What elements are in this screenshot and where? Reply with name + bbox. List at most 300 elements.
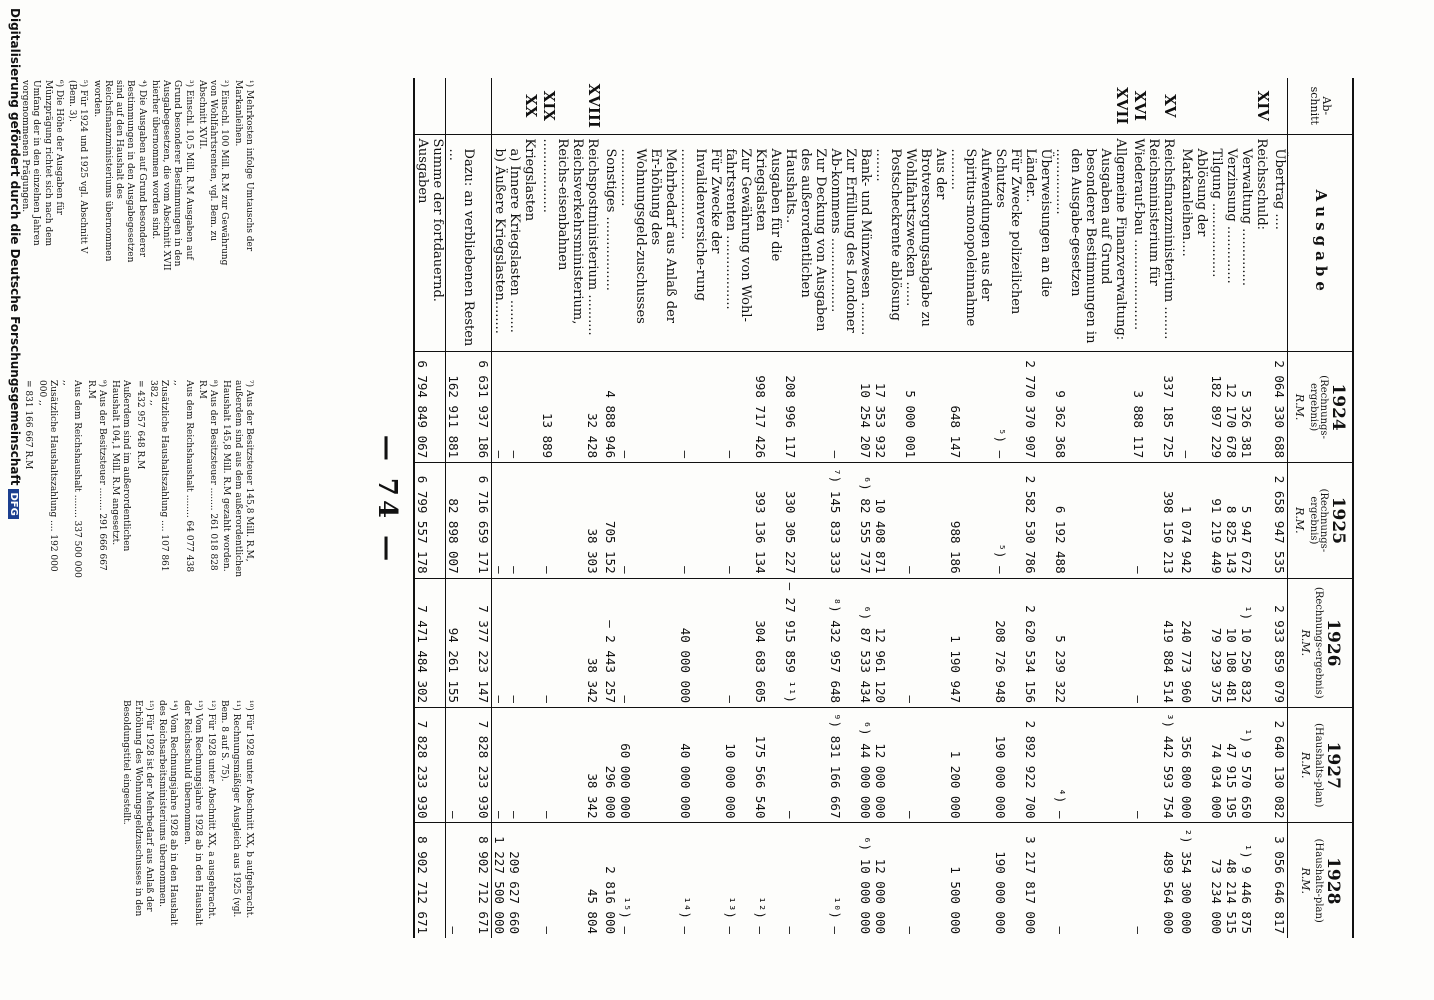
row-label: Bank- und Münzwesen ........ bbox=[858, 134, 873, 352]
row-value: ¹⁵) — bbox=[618, 896, 633, 934]
row-value: — 27 915 859 ¹¹) bbox=[783, 578, 828, 707]
row-value: 5 000 001 bbox=[903, 352, 948, 463]
row-value: 10 000 000 bbox=[723, 708, 753, 823]
row-value: — bbox=[540, 926, 555, 934]
row-value: 356 800 000 bbox=[1179, 708, 1209, 823]
year-unit: R.M. bbox=[1293, 393, 1307, 421]
row-value: — bbox=[618, 578, 678, 707]
footnote: ¹⁰) Für 1928 unter Abschnitt XX, b aufgebracht. bbox=[244, 700, 254, 919]
table-row bbox=[1239, 78, 1254, 938]
row-value: 208 726 948 bbox=[993, 578, 1023, 707]
row-abschnitt: XIV bbox=[1254, 78, 1272, 134]
footnote: = 831 166 667 R.M bbox=[23, 380, 34, 470]
table-row bbox=[903, 78, 948, 938]
footnote: ¹³) Vom Rechnungsjahre 1928 ab in den Haushalt der Reichsschuld übernommen. bbox=[181, 700, 203, 926]
table-row bbox=[492, 78, 508, 938]
row-value: 5 326 381 bbox=[1239, 352, 1254, 463]
row-label: b) Äußere Kriegslasten........ bbox=[492, 134, 508, 352]
row-value bbox=[522, 708, 540, 823]
row-value: 45 804 bbox=[585, 888, 600, 934]
row-value: — bbox=[1131, 578, 1161, 707]
dazu-row bbox=[446, 78, 477, 938]
row-value: ¹) 9 446 875 bbox=[1239, 843, 1254, 934]
credit-text: Digitalisierung gefördert durch die Deutsche Forschungsgemeinschaft bbox=[8, 8, 22, 486]
row-value: — bbox=[540, 463, 585, 578]
row-value: 2 816 000 bbox=[603, 866, 618, 934]
row-abschnitt: XVII bbox=[1113, 78, 1131, 134]
year-unit: R.M. bbox=[1293, 507, 1307, 534]
total-ab bbox=[414, 78, 446, 134]
row-value: — bbox=[618, 352, 678, 463]
row-label: Übertrag .... bbox=[1272, 134, 1288, 352]
row-value: ⁷) 145 833 333 bbox=[828, 463, 858, 578]
row-value: 38 303 bbox=[585, 463, 603, 578]
row-value: 17 353 932 bbox=[873, 352, 903, 463]
row-value: ⁶) 44 000 000 bbox=[858, 708, 873, 823]
row-value: 3 217 817 000 bbox=[1023, 836, 1038, 934]
total-1925: 6 799 557 178 bbox=[414, 463, 446, 578]
row-abschnitt bbox=[1239, 78, 1254, 134]
row-value: ¹) 10 250 832 bbox=[1239, 578, 1254, 707]
row-value: — bbox=[507, 463, 522, 578]
row-abschnitt bbox=[753, 78, 783, 134]
row-value: 208 996 117 bbox=[783, 352, 828, 463]
header-year-1925 bbox=[1288, 463, 1354, 578]
dazu-1926: 94 261 155 bbox=[446, 578, 477, 707]
row-value: ¹) 9 570 650 bbox=[1239, 708, 1254, 823]
year-sub: (Rechnungs-ergebnis) bbox=[1307, 488, 1330, 553]
footnote: ²) Einschl. 100 Mill. R.M zur Gewährung von Wohlfahrtsrenten, vgl. Bem. zu Abschnitt XVII. bbox=[197, 80, 230, 266]
row-value bbox=[522, 578, 540, 707]
row-abschnitt bbox=[492, 78, 508, 134]
footnote: Aus dem Reichshaushalt ........ 64 077 438 ,, bbox=[172, 380, 194, 573]
total-1926: 7 471 484 302 bbox=[414, 578, 446, 707]
year-sub: (Rechnungs-ergebnis) bbox=[1307, 375, 1330, 439]
footnotes-middle bbox=[20, 380, 254, 580]
row-value: 304 683 605 bbox=[753, 578, 783, 707]
row-value: 2 640 130 082 bbox=[1272, 708, 1288, 823]
table-row bbox=[1272, 78, 1288, 938]
total-1927: 7 828 233 930 bbox=[414, 708, 446, 823]
row-label: Reichsschuld: bbox=[1254, 134, 1272, 352]
row-value: — bbox=[492, 708, 508, 823]
row-value bbox=[1113, 708, 1131, 823]
footnote: Zusätzliche Haushaltszahlung .... 192 000 000 ,, bbox=[36, 380, 58, 572]
footnote: ⁶) Die Höhe der Ausgaben für Münzprägung richtet sich nach dem Umfang der in den einzelnen Jahren vorgenommenen Prägungen. bbox=[20, 80, 64, 247]
row-abschnitt: XX bbox=[522, 78, 540, 134]
row-value: 182 897 229 bbox=[1209, 352, 1224, 463]
row-value: — bbox=[828, 352, 858, 463]
row-abschnitt bbox=[1272, 78, 1288, 134]
row-value bbox=[522, 352, 540, 463]
row-value: 1 227 500 000 bbox=[492, 836, 507, 934]
row-abschnitt bbox=[858, 78, 873, 134]
row-value: ⁴) — bbox=[1053, 708, 1113, 823]
total-label: Summe der fortdauernd. Ausgaben bbox=[414, 134, 446, 352]
dfg-logo: DFG bbox=[8, 489, 19, 518]
row-label: Reichspostministerium .......... bbox=[585, 134, 603, 352]
subtotal-1926: 7 377 223 147 bbox=[476, 578, 492, 707]
row-abschnitt bbox=[618, 78, 678, 134]
row-value: 240 773 960 bbox=[1179, 578, 1209, 707]
row-value: — bbox=[783, 708, 828, 823]
row-value: — bbox=[507, 708, 522, 823]
row-value: 4 888 946 bbox=[603, 352, 618, 463]
table-row bbox=[1131, 78, 1161, 938]
row-value: — bbox=[507, 578, 522, 707]
footnote: ⁹) Aus der Besitzsteuer ........ 291 666 667 R.M bbox=[85, 380, 107, 571]
year-unit: R.M. bbox=[1298, 629, 1312, 657]
row-value: — bbox=[903, 926, 918, 934]
header-abschnitt: Ab-schnitt bbox=[1288, 78, 1354, 134]
row-value: 5 239 322 bbox=[1053, 578, 1113, 707]
year-sub: (Haushalts-plan) bbox=[1313, 723, 1325, 808]
footnote: ¹²) Für 1928 unter Abschnitt XX, a ausgebracht. bbox=[206, 700, 217, 920]
footnote: ¹⁵) Für 1928 ist der Mehrbedarf aus Anlaß der Erhöhung des Wohnungsgeldzuschusses in den Besoldungstitel eingestellt. bbox=[121, 700, 154, 917]
footnote: ¹) Mehrkosten infolge Umtauschs der Markanleihen. bbox=[232, 80, 254, 252]
footnote: Aus dem Reichshaushalt ........ 337 500 000 ,, bbox=[61, 380, 83, 578]
row-value: ¹⁰) — bbox=[828, 896, 843, 934]
row-value: — bbox=[903, 463, 948, 578]
row-value: 60 000 000 bbox=[618, 708, 678, 823]
row-value: — bbox=[723, 352, 753, 463]
digitization-credit bbox=[8, 8, 22, 519]
dazu-label: Dazu: an verbliebenen Resten ... bbox=[446, 134, 477, 352]
row-label: Für Zwecke der Invalidenversiche-rung ...................... bbox=[678, 134, 723, 352]
table-row bbox=[603, 78, 618, 938]
row-abschnitt bbox=[948, 78, 993, 134]
row-value: ⁵) — bbox=[993, 463, 1023, 578]
row-value: 2 582 530 786 bbox=[1023, 463, 1053, 578]
row-value: 648 147 bbox=[948, 352, 993, 463]
row-abschnitt: XVIII bbox=[585, 78, 603, 134]
table-row bbox=[1113, 78, 1131, 938]
row-abschnitt bbox=[603, 78, 618, 134]
row-value: — bbox=[678, 352, 723, 463]
table-row bbox=[1224, 78, 1239, 938]
row-label: Reichsfinanzministerium ........ bbox=[1161, 134, 1179, 352]
row-label: Aufwendungen aus der Spiritus-monopoleinnahme .......... bbox=[948, 134, 993, 352]
header-year-1927 bbox=[1288, 708, 1354, 823]
table-row bbox=[540, 78, 585, 938]
row-abschnitt bbox=[1179, 78, 1209, 134]
row-value: 1 500 000 bbox=[948, 866, 963, 934]
row-value: 1 200 000 bbox=[948, 708, 993, 823]
table-row bbox=[522, 78, 540, 938]
dazu-1924: 162 911 881 bbox=[446, 352, 477, 463]
footnote: ⁵) Für 1924 und 1925 vgl. Abschnitt V (Bem. 3). bbox=[67, 80, 89, 254]
subtotal-1927: 7 828 233 930 bbox=[476, 708, 492, 823]
row-value: 48 214 515 bbox=[1224, 858, 1239, 934]
table-row bbox=[783, 78, 828, 938]
row-value: ⁵) — bbox=[993, 352, 1023, 463]
table-row bbox=[948, 78, 993, 938]
table-row bbox=[1179, 78, 1209, 938]
row-value: 10 108 481 bbox=[1224, 578, 1239, 707]
row-value: 296 000 bbox=[603, 708, 618, 823]
row-value: 47 915 195 bbox=[1224, 708, 1239, 823]
row-value: 12 000 000 bbox=[873, 858, 888, 934]
row-value: 398 150 213 bbox=[1161, 463, 1179, 578]
row-value: 2 892 922 700 bbox=[1023, 708, 1053, 823]
row-abschnitt: XV bbox=[1161, 78, 1179, 134]
row-value: 9 362 368 bbox=[1053, 352, 1113, 463]
row-value: 998 717 426 bbox=[753, 352, 783, 463]
row-abschnitt bbox=[993, 78, 1023, 134]
dazu-ab bbox=[446, 78, 477, 134]
footnote: Zusätzliche Haushaltszahlung .... 107 861 382 ,, bbox=[148, 380, 170, 572]
table-row bbox=[618, 78, 678, 938]
row-value: ¹³) — bbox=[723, 896, 738, 934]
row-value: 1 190 947 bbox=[948, 578, 993, 707]
footnote: ¹¹) Rechnungsmäßiger Ausgleich aus 1925 (vgl. Bem. 8 auf S. 75). bbox=[219, 700, 241, 918]
year-unit: R.M. bbox=[1298, 751, 1312, 779]
row-value: ¹⁴) — bbox=[678, 896, 693, 934]
row-value bbox=[1113, 463, 1131, 578]
year-label: 1927 bbox=[1322, 741, 1343, 789]
row-value: 3 888 117 bbox=[1131, 352, 1161, 463]
row-value bbox=[522, 823, 540, 938]
table-row bbox=[585, 78, 603, 938]
row-value: — bbox=[507, 352, 522, 463]
row-abschnitt: XVI bbox=[1131, 78, 1161, 134]
row-value: ¹²) — bbox=[753, 896, 768, 934]
row-value: 2 933 859 079 bbox=[1272, 578, 1288, 707]
footnote: ¹⁴) Vom Rechnungsjahre 1928 ab in den Haushalt des Reichsarbeitsministeriums übernommen. bbox=[157, 700, 179, 926]
row-value: 209 627 660 bbox=[507, 851, 522, 934]
row-value: 988 186 bbox=[948, 463, 993, 578]
row-abschnitt bbox=[1224, 78, 1239, 134]
footnote: ³) Einschl. 10,5 Mill. R.M Ausgaben auf Grund besonderer Bestimmungen in den Ausgabegesetzen, die vom Abschnitt XVII hierher übernommen worden sind. bbox=[150, 80, 194, 271]
row-value: 79 239 375 bbox=[1209, 578, 1224, 707]
row-value: ⁶) 82 555 737 bbox=[858, 463, 873, 578]
footnote: ⁴) Die Ausgaben auf Grund besonderer Bestimmungen in den Ausgabegesetzen sind auf den Haushalt des Reichsfinanzministeriums übernommen worden. bbox=[91, 80, 147, 263]
table-header-row bbox=[1288, 78, 1354, 938]
row-label: Ausgaben auf Grund besonderer Bestimmungen in den Ausgabe-gesetzen ................ bbox=[1053, 134, 1113, 352]
row-value bbox=[1254, 578, 1272, 707]
dazu-1928: — bbox=[446, 926, 461, 934]
row-abschnitt bbox=[783, 78, 828, 134]
row-value: — bbox=[1131, 463, 1161, 578]
subtotal-1928: 8 902 712 671 bbox=[476, 823, 492, 938]
row-value: 8 825 143 bbox=[1224, 463, 1239, 578]
table-body bbox=[414, 78, 1288, 938]
total-1924: 6 794 849 067 bbox=[414, 352, 446, 463]
dazu-1925: 82 898 007 bbox=[446, 463, 477, 578]
row-label: Sonstiges .................. bbox=[603, 134, 618, 352]
footnotes-left bbox=[17, 80, 254, 280]
header-year-1924 bbox=[1288, 352, 1354, 463]
row-label: Überweisungen an die Länder.. bbox=[1023, 134, 1053, 352]
year-sub: (Haushalts-plan) bbox=[1313, 838, 1325, 923]
row-value: ⁸) 432 957 648 bbox=[828, 578, 858, 707]
row-label: Reichsverkehrsministerium, Reichs-eisenbahnen .................. bbox=[540, 134, 585, 352]
row-value: — bbox=[540, 708, 585, 823]
year-label: 1928 bbox=[1322, 857, 1343, 905]
row-value: 10 254 207 bbox=[858, 352, 873, 463]
row-value: — bbox=[492, 463, 508, 578]
row-value: — bbox=[783, 926, 798, 934]
row-label: Tilgung .................. bbox=[1209, 134, 1224, 352]
row-value: ⁶) 87 533 434 bbox=[858, 578, 873, 707]
row-value: 10 408 871 bbox=[873, 463, 903, 578]
subtotal-1924: 6 631 937 186 bbox=[476, 352, 492, 463]
row-label: Für Zwecke polizeilichen Schutzes bbox=[993, 134, 1023, 352]
footnote: ⁸) Aus der Besitzsteuer ........ 261 018 828 R.M bbox=[197, 380, 219, 571]
table-row bbox=[1254, 78, 1272, 938]
row-value bbox=[1113, 823, 1131, 938]
row-value bbox=[1113, 352, 1131, 463]
row-value: 91 219 449 bbox=[1209, 463, 1224, 578]
row-abschnitt bbox=[828, 78, 858, 134]
row-abschnitt: XIX bbox=[540, 78, 585, 134]
year-unit: R.M. bbox=[1298, 867, 1312, 895]
row-label: Mehrbedarf aus Anlaß der Er-höhung des Wohnungsgeld-zuschusses .............. bbox=[618, 134, 678, 352]
table-row bbox=[1053, 78, 1113, 938]
row-label: Verwaltung .............. bbox=[1239, 134, 1254, 352]
row-value: — bbox=[678, 463, 723, 578]
row-value: 2 658 947 535 bbox=[1272, 463, 1288, 578]
row-value: 2 770 370 907 bbox=[1023, 352, 1053, 463]
row-value: — bbox=[492, 352, 508, 463]
row-label: Ablösung der Markanleihen.... bbox=[1179, 134, 1209, 352]
table-row bbox=[723, 78, 753, 938]
row-value: 73 234 000 bbox=[1209, 858, 1224, 934]
row-value: 190 000 000 bbox=[993, 851, 1008, 934]
row-value: ²) 354 300 000 bbox=[1179, 828, 1194, 934]
row-abschnitt bbox=[1053, 78, 1113, 134]
footnote: Außerdem sind im außerordentlichen Haushalt 104,1 Mill. R.M angesetzt. bbox=[110, 380, 132, 552]
row-value: 190 000 000 bbox=[993, 708, 1023, 823]
row-value: — bbox=[1131, 708, 1161, 823]
row-label: Aus der Brotversorgungsabgabe zu Wohlfahrtszwecken ...... bbox=[903, 134, 948, 352]
row-label: Kriegslasten bbox=[522, 134, 540, 352]
table-row bbox=[873, 78, 903, 938]
row-value: 40 000 000 bbox=[678, 578, 723, 707]
row-abschnitt bbox=[678, 78, 723, 134]
table-row bbox=[1161, 78, 1179, 938]
row-value bbox=[1113, 578, 1131, 707]
table-row bbox=[753, 78, 783, 938]
row-value: 40 000 000 bbox=[678, 708, 723, 823]
row-label: Zur Gewährung von Wohl-fahrtsrenten .................. bbox=[723, 134, 753, 352]
row-value: — bbox=[618, 463, 678, 578]
row-value: 38 342 bbox=[585, 578, 603, 707]
row-value: 330 305 227 bbox=[783, 463, 828, 578]
footnote: = 432 957 648 R.M bbox=[134, 380, 145, 470]
row-value bbox=[1254, 708, 1272, 823]
year-label: 1926 bbox=[1322, 619, 1343, 667]
table-row bbox=[507, 78, 522, 938]
subtotal-1925: 6 716 659 171 bbox=[476, 463, 492, 578]
table-row bbox=[678, 78, 723, 938]
row-value: 175 566 540 bbox=[753, 708, 783, 823]
row-label: Ausgaben für die Kriegslasten bbox=[753, 134, 783, 352]
row-value: 2 620 534 156 bbox=[1023, 578, 1053, 707]
year-label: 1924 bbox=[1328, 383, 1349, 431]
row-value: 74 034 000 bbox=[1209, 708, 1224, 823]
dazu-1927: — bbox=[446, 708, 477, 823]
table-row bbox=[1023, 78, 1053, 938]
row-label: Reichsministerium für Wiederauf-bau ...................... bbox=[1131, 134, 1161, 352]
row-abschnitt bbox=[873, 78, 903, 134]
row-value: — bbox=[1179, 352, 1209, 463]
row-value: 6 192 488 bbox=[1053, 463, 1113, 578]
header-year-1928 bbox=[1288, 823, 1354, 938]
row-value bbox=[1254, 463, 1272, 578]
row-value: — bbox=[903, 708, 948, 823]
row-value: — bbox=[540, 578, 585, 707]
row-value: 12 961 120 bbox=[873, 578, 903, 707]
header-ausgabe: Ausgabe bbox=[1288, 134, 1354, 352]
row-label: Postscheckrente ablösung ........ bbox=[873, 134, 903, 352]
row-value: ⁶) 10 000 000 bbox=[858, 836, 873, 934]
row-value: 32 428 bbox=[585, 352, 603, 463]
row-label: Zur Deckung von Ausgaben des außerordentlichen Haushalts.. bbox=[783, 134, 828, 352]
footnote: ⁷) Aus der Besitzsteuer 145,8 Mill. R.M, außerdem sind aus dem außerordentlichen Haushalt 145,8 Mill. R.M gezahlt worden. bbox=[221, 380, 254, 578]
row-label: Verzinsung .............. bbox=[1224, 134, 1239, 352]
table-row bbox=[1209, 78, 1224, 938]
row-value: ³) 442 593 754 bbox=[1161, 708, 1179, 823]
row-abschnitt bbox=[1209, 78, 1224, 134]
subtotal-row bbox=[476, 78, 492, 938]
subtotal-ab bbox=[476, 78, 492, 134]
row-label: a) Innere Kriegslasten ........ bbox=[507, 134, 522, 352]
table-row bbox=[858, 78, 873, 938]
row-value: — 2 443 257 bbox=[603, 578, 618, 707]
row-value: 1 074 942 bbox=[1179, 463, 1209, 578]
row-label: Zur Erfüllung des Londoner Ab-kommens .................. bbox=[828, 134, 858, 352]
row-value: 38 342 bbox=[585, 708, 603, 823]
row-value: 12 000 000 bbox=[873, 708, 903, 823]
footnotes-right bbox=[118, 700, 254, 930]
row-value bbox=[1254, 823, 1272, 938]
row-value bbox=[522, 463, 540, 578]
row-abschnitt bbox=[723, 78, 753, 134]
row-value: 5 947 672 bbox=[1239, 463, 1254, 578]
row-value: ⁹) 831 166 667 bbox=[828, 708, 858, 823]
row-abschnitt bbox=[507, 78, 522, 134]
row-value: — bbox=[1053, 926, 1068, 934]
row-value: 337 185 725 bbox=[1161, 352, 1179, 463]
row-value: 3 056 646 817 bbox=[1272, 836, 1287, 934]
total-row bbox=[414, 78, 446, 938]
row-value: 2 064 330 688 bbox=[1272, 352, 1288, 463]
year-label: 1925 bbox=[1328, 496, 1349, 545]
table-row bbox=[828, 78, 858, 938]
expenditure-table bbox=[413, 78, 1354, 938]
row-label: Allgemeine Finanzverwaltung: bbox=[1113, 134, 1131, 352]
row-value: — bbox=[1131, 926, 1146, 934]
row-value: — bbox=[903, 578, 948, 707]
row-value: 705 152 bbox=[603, 463, 618, 578]
row-value: 12 170 678 bbox=[1224, 352, 1239, 463]
row-abschnitt bbox=[903, 78, 948, 134]
row-value bbox=[1254, 352, 1272, 463]
header-year-1926 bbox=[1288, 578, 1354, 707]
page-number: — 74 — bbox=[372, 434, 402, 566]
row-value: 13 889 bbox=[540, 352, 585, 463]
year-sub: (Rechnungs-ergebnis) bbox=[1313, 586, 1325, 699]
table-row bbox=[993, 78, 1023, 938]
row-value: 393 136 134 bbox=[753, 463, 783, 578]
row-value: 489 564 000 bbox=[1161, 851, 1176, 934]
row-value: — bbox=[723, 578, 753, 707]
row-abschnitt bbox=[1023, 78, 1053, 134]
row-value: — bbox=[492, 578, 508, 707]
subtotal-label bbox=[476, 134, 492, 352]
total-1928: 8 902 712 671 bbox=[414, 823, 446, 938]
